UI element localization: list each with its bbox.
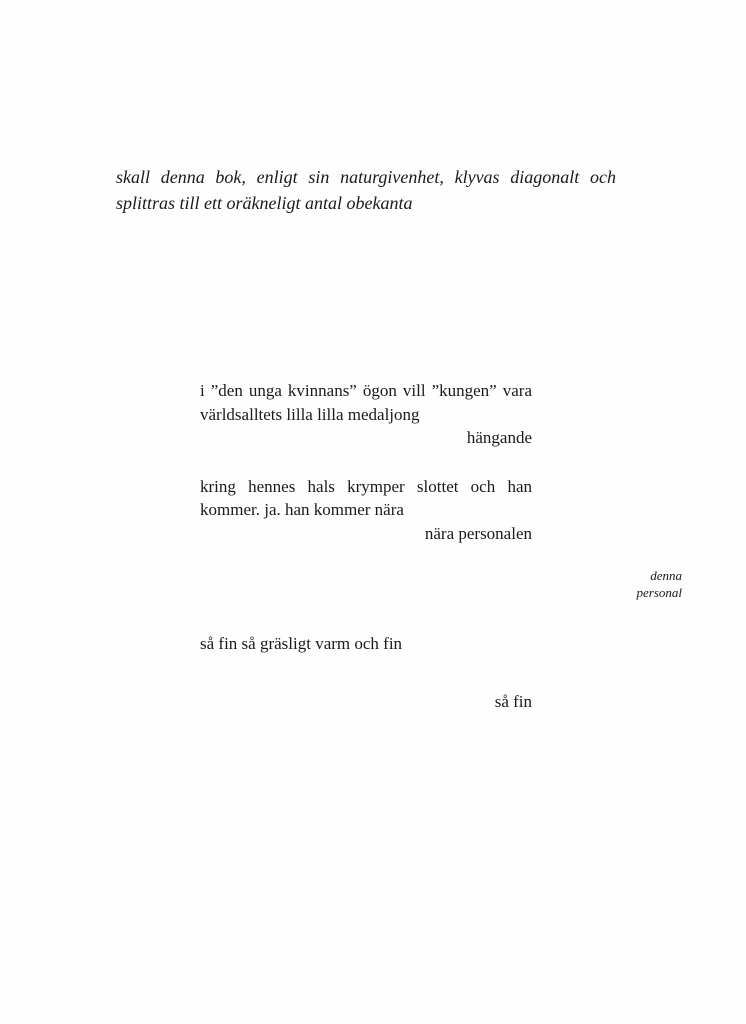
stanza2-line-3: nära personalen	[424, 524, 532, 543]
stanza2-line-2: kommer. ja. han kommer nära	[200, 500, 404, 519]
intro-line-1: skall denna bok, enligt sin naturgivenhet, klyvas diagonalt och	[116, 167, 616, 187]
marginalia-line-1: denna	[650, 568, 682, 583]
stanza3-line-1: så fin så gräsligt varm och fin	[200, 634, 403, 653]
stanza2-line-1: kring hennes hals krymper slottet och han	[200, 477, 532, 496]
intro-line-2: splittras till ett oräkneligt antal obekanta	[116, 193, 413, 213]
stanza1-line-2: världsalltets lilla lilla medaljong	[200, 405, 420, 424]
stanza1-line-3: hängande	[466, 428, 532, 447]
stanza3-line-2: så fin	[494, 692, 532, 711]
marginalia-line-2: personal	[636, 585, 682, 600]
stanza1-line-1: i ”den unga kvinnans” ögon vill ”kungen” vara	[200, 381, 532, 400]
